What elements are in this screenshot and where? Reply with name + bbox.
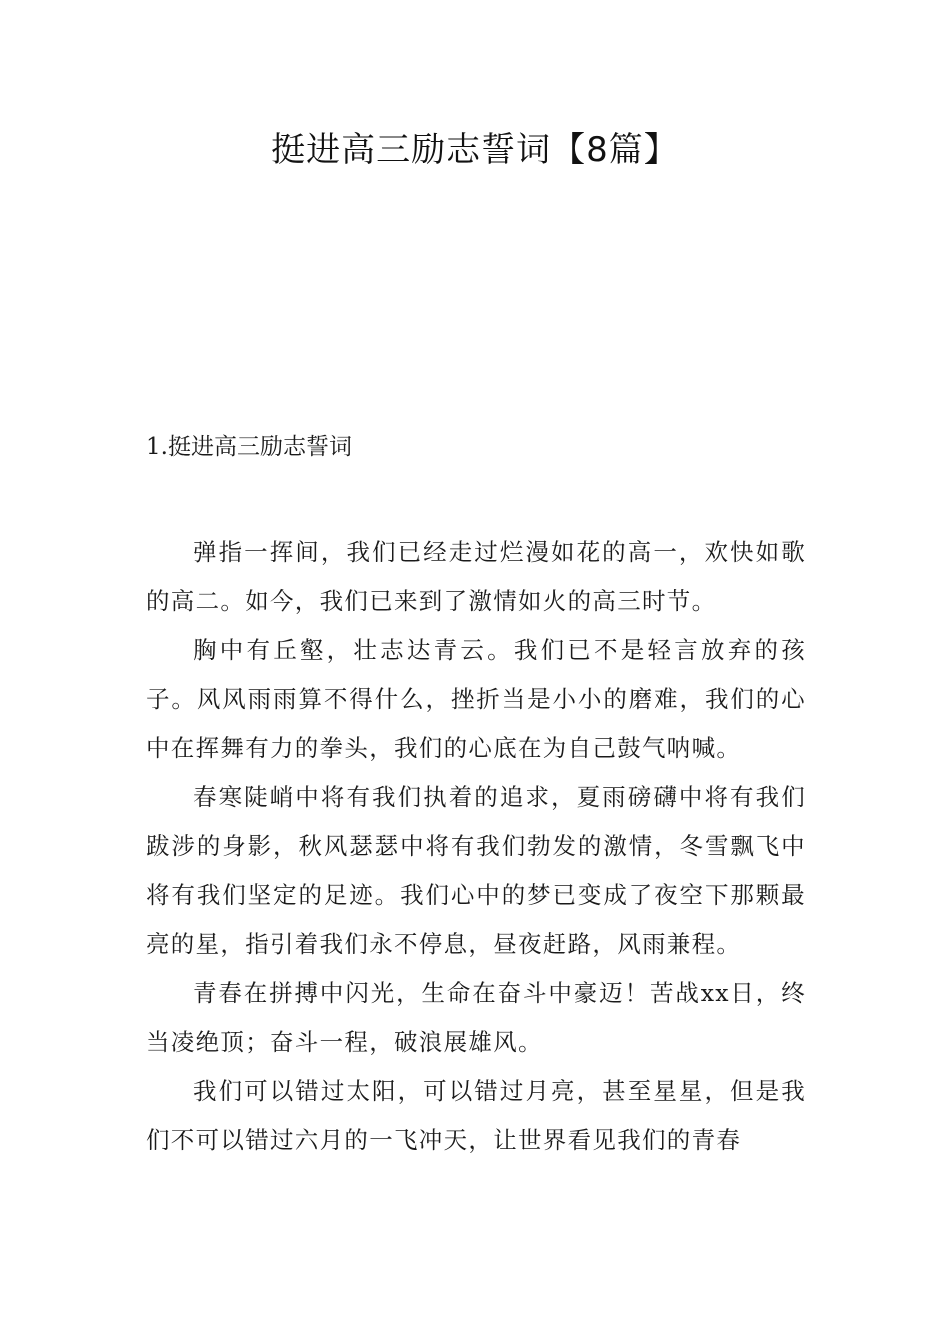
paragraph-3: 春寒陡峭中将有我们执着的追求，夏雨磅礴中将有我们跋涉的身影，秋风瑟瑟中将有我们勃发的激情，冬雪飘飞中将有我们坚定的足迹。我们心中的梦已变成了夜空下那颗最亮的星，指引着我们永不停息，昼夜赶路，风雨兼程。 [146, 783, 806, 958]
paragraph-4: 青春在拼搏中闪光，生命在奋斗中豪迈！苦战xx日，终当凌绝顶；奋斗一程，破浪展雄风。 [146, 979, 806, 1056]
paragraph-1: 弹指一挥间，我们已经走过烂漫如花的高一，欢快如歌的高二。如今，我们已来到了激情如火的高三时节。 [146, 538, 806, 615]
document-title: 挺进高三励志誓词【8篇】 [271, 130, 679, 170]
paragraph-2: 胸中有丘壑，壮志达青云。我们已不是轻言放弃的孩子。风风雨雨算不得什么，挫折当是小小的磨难，我们的心中在挥舞有力的拳头，我们的心底在为自己鼓气呐喊。 [146, 636, 806, 762]
section-heading: 1.挺进高三励志誓词 [146, 434, 352, 460]
paragraph-5: 我们可以错过太阳，可以错过月亮，甚至星星，但是我们不可以错过六月的一飞冲天，让世界看见我们的青春 [146, 1077, 806, 1154]
body-text [146, 528, 806, 1165]
